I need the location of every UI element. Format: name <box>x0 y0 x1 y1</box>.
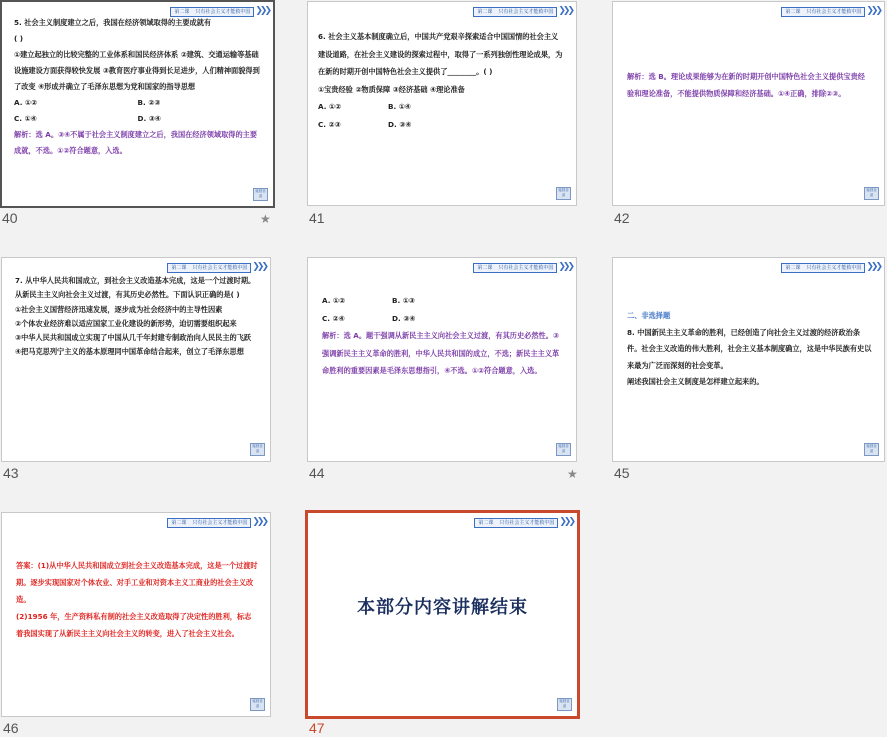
header-title: 只有社会主义才能救中国 <box>195 8 251 15</box>
chevron-icon: ❯❯❯ <box>866 262 880 272</box>
option-b: B. ②③ <box>137 98 161 107</box>
options-grid <box>14 95 261 127</box>
option-d: D. ③④ <box>388 119 412 129</box>
slide-number: 45 <box>614 465 630 481</box>
slide-header <box>167 517 266 528</box>
header-title: 只有社会主义才能救中国 <box>806 8 862 15</box>
nav-button[interactable]: 返回目录 <box>250 443 265 456</box>
slide-thumbnail-40[interactable] <box>0 0 275 208</box>
slide-thumbnail-41[interactable] <box>307 1 577 206</box>
statement-3: ③中华人民共和国成立实现了中国从几千年封建专制政治向人民民主的飞跃 <box>15 333 252 343</box>
option-b: B. ①④ <box>388 102 411 111</box>
section-heading: 二、非选择题 <box>627 311 671 320</box>
option-a: A. ①② <box>318 102 342 111</box>
answer-explanation: 解析：选 A。③④不属于社会主义制度建立之后，我国在经济领域取得的主要成就，不选。①②符合题意，入选。 <box>14 130 258 155</box>
question-text: 6. 社会主义基本制度确立后，中国共产党艰辛探索适合中国国情的社会主义建设道路，在社会主义建设的探索过程中，取得了一系列独创性理论成果，为在新的时期开创中国特色社会主义提供了________。( ) <box>318 32 563 76</box>
statement-1: ①社会主义国营经济迅速发展，逐步成为社会经济中的主导性因素 <box>15 304 223 314</box>
slide-thumbnail-44[interactable] <box>307 257 577 462</box>
slide-thumbnail-43[interactable] <box>1 257 271 462</box>
chevron-icon: ❯❯❯ <box>558 6 572 16</box>
slide-number: 42 <box>614 210 630 226</box>
answer-explanation: 解析：选 A。题干强调从新民主主义向社会主义过渡，有其历史必然性。③强调新民主主义革命的胜利，中华人民共和国的成立，不选；新民主主义革命胜利的重要因素是毛泽东思想指引，④不选。①②符合题意，入选。 <box>322 331 560 375</box>
slide-number: 44 <box>309 465 325 481</box>
nav-button[interactable]: 返回目录 <box>556 187 571 200</box>
star-icon: ★ <box>567 467 578 481</box>
option-c: C. ②④ <box>322 313 345 323</box>
slide-number: 46 <box>3 720 19 736</box>
header-part: 第二课 <box>785 264 801 271</box>
slide-header <box>473 6 572 17</box>
question-text: 5. 社会主义制度建立之后，我国在经济领域取得的主要成就有 <box>14 18 212 27</box>
nav-button[interactable]: 返回目录 <box>864 187 879 200</box>
option-d: D. ③④ <box>137 114 161 123</box>
option-a: A. ①② <box>14 98 38 107</box>
question-prompt: 阐述我国社会主义制度是怎样建立起来的。 <box>627 377 764 386</box>
nav-button[interactable]: 返回目录 <box>557 698 572 711</box>
chevron-icon: ❯❯❯ <box>255 6 269 16</box>
chevron-icon: ❯❯❯ <box>252 262 266 272</box>
header-part: 第二课 <box>174 8 190 15</box>
slide-header <box>167 262 266 273</box>
question-blank: ( ) <box>14 34 24 43</box>
header-title: 只有社会主义才能救中国 <box>499 519 555 526</box>
slide-thumbnail-46[interactable] <box>1 512 271 717</box>
slide-header <box>473 262 572 273</box>
nav-button[interactable]: 返回目录 <box>253 188 268 201</box>
slide-number: 40 <box>2 210 18 226</box>
header-part: 第二课 <box>785 8 801 15</box>
chevron-icon: ❯❯❯ <box>559 517 573 527</box>
statement-4: ④把马克思列宁主义的基本原理同中国革命结合起来，创立了毛泽东思想 <box>15 347 244 357</box>
header-title: 只有社会主义才能救中国 <box>192 264 248 271</box>
end-title: 本部分内容讲解结束 <box>357 597 528 618</box>
header-title: 只有社会主义才能救中国 <box>806 264 862 271</box>
option-c: C. ①④ <box>14 114 37 123</box>
nav-button[interactable]: 返回目录 <box>250 698 265 711</box>
header-title: 只有社会主义才能救中国 <box>192 519 248 526</box>
answer-part-1: 答案：(1)从中华人民共和国成立到社会主义改造基本完成，这是一个过渡时期。逐步实现国家对个体农业、对手工业和对资本主义工商业的社会主义改造。 <box>16 561 258 604</box>
header-part: 第二课 <box>171 264 187 271</box>
answer-part-2: (2)1956 年，生产资料私有制的社会主义改造取得了决定性的胜利，标志着我国实现了从新民主主义向社会主义的转变，进入了社会主义社会。 <box>16 612 252 638</box>
slide-number: 43 <box>3 465 19 481</box>
option-b: B. ①③ <box>392 296 415 305</box>
options-grid <box>322 292 462 327</box>
header-part: 第二课 <box>171 519 187 526</box>
question-text: 7. 从中华人民共和国成立，到社会主义改造基本完成，这是一个过渡时期。从新民主主义向社会主义过渡，有其历史必然性。下面认识正确的是( ) <box>15 276 256 300</box>
slide-number: 47 <box>309 720 325 736</box>
header-title: 只有社会主义才能救中国 <box>498 8 554 15</box>
slide-thumbnail-47[interactable] <box>305 510 580 719</box>
question-choices: ①宝贵经验 ②物质保障 ③经济基础 ④理论准备 <box>318 84 465 94</box>
star-icon: ★ <box>260 212 271 226</box>
chevron-icon: ❯❯❯ <box>252 517 266 527</box>
header-part: 第二课 <box>477 8 493 15</box>
option-d: D. ③④ <box>392 313 416 323</box>
slide-header <box>781 6 880 17</box>
question-text: 8. 中国新民主主义革命的胜利，已经创造了向社会主义过渡的经济政治条件。社会主义改造的伟大胜利，社会主义基本制度确立，这是中华民族有史以来最为广泛而深刻的社会变革。 <box>627 327 872 370</box>
header-part: 第二课 <box>478 519 494 526</box>
answer-explanation: 解析：选 B。理论成果能够为在新的时期开创中国特色社会主义提供宝贵经验和理论准备，不能提供物质保障和经济基础。①④正确，排除②③。 <box>627 72 865 98</box>
slide-thumbnail-45[interactable] <box>612 257 885 462</box>
nav-button[interactable]: 返回目录 <box>556 443 571 456</box>
option-a: A. ①② <box>322 296 346 305</box>
slide-number: 41 <box>309 210 325 226</box>
question-choices: ①建立起独立的比较完整的工业体系和国民经济体系 ②建筑、交通运输等基础设施建设方面获得较快发展 ③教育医疗事业得到长足进步，人们精神面貌得到了改变 ④形成并确立了毛泽东思想为党和国家的指导思想 <box>14 50 260 91</box>
chevron-icon: ❯❯❯ <box>866 6 880 16</box>
statement-2: ②个体农业经济难以适应国家工业化建设的新形势，迫切需要组织起来 <box>15 318 237 328</box>
nav-button[interactable]: 返回目录 <box>864 443 879 456</box>
option-c: C. ②③ <box>318 119 341 129</box>
header-title: 只有社会主义才能救中国 <box>498 264 554 271</box>
chevron-icon: ❯❯❯ <box>558 262 572 272</box>
slide-header <box>474 517 573 528</box>
options-grid <box>318 98 458 133</box>
header-part: 第二课 <box>477 264 493 271</box>
slide-header <box>781 262 880 273</box>
slide-thumbnail-42[interactable] <box>612 1 885 206</box>
